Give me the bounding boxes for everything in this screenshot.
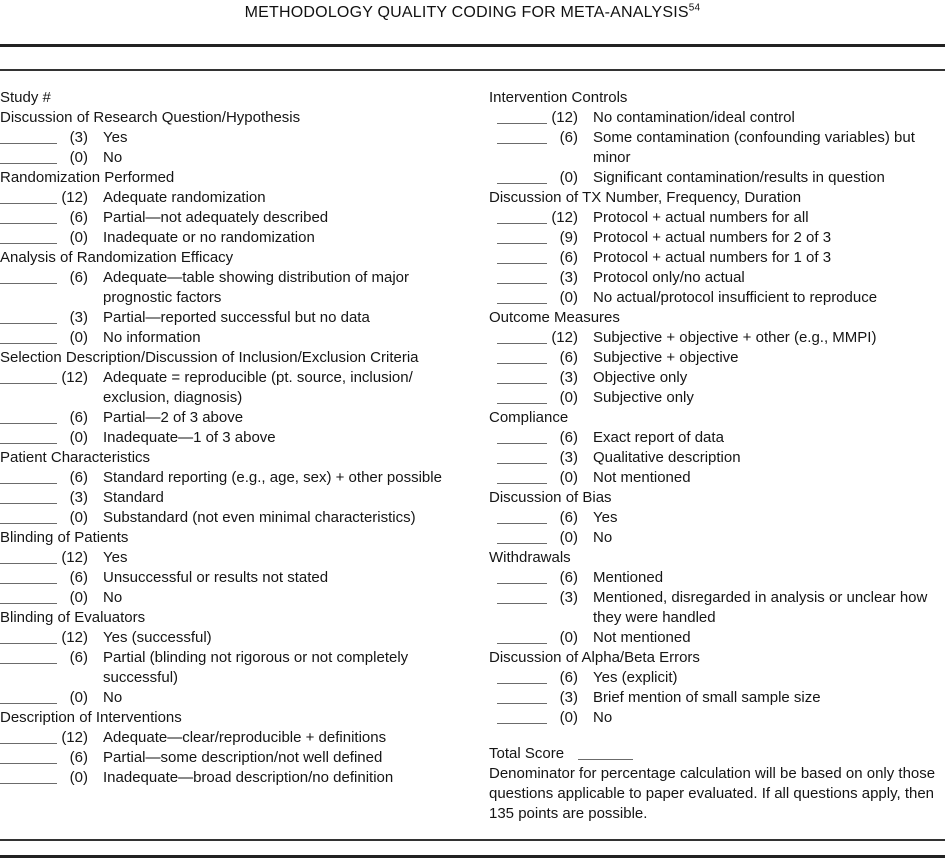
score-item-label: Inadequate—1 of 3 above	[103, 429, 276, 446]
score-item-row	[497, 388, 945, 408]
section-heading: Withdrawals	[489, 549, 571, 566]
section-heading: Analysis of Randomization Efficacy	[0, 249, 234, 266]
score-fill-in-blank	[0, 688, 57, 704]
score-fill-in-blank	[497, 628, 547, 644]
denominator-note: Denominator for percentage calculation will be based on only those questions applicable to paper evaluated. If all questions apply, then 135 points are possible.	[489, 765, 936, 822]
score-item-label: Standard	[103, 489, 164, 506]
form-section	[0, 88, 470, 108]
section-heading: Description of Interventions	[0, 709, 182, 726]
score-item-label: Protocol only/no actual	[593, 269, 745, 286]
section-heading: Selection Description/Discussion of Inclusion/Exclusion Criteria	[0, 349, 419, 366]
section-heading: Intervention Controls	[489, 89, 628, 106]
score-item-label: Inadequate or no randomization	[103, 229, 315, 246]
score-fill-in-blank	[0, 768, 57, 784]
score-item-row	[0, 548, 470, 568]
score-item-label: No	[593, 709, 613, 726]
score-item-row	[0, 148, 470, 168]
score-points-value: (6)	[559, 349, 578, 366]
score-item-label: Adequate—clear/reproducible + definitions	[103, 729, 387, 746]
score-fill-in-blank	[497, 108, 547, 124]
total-score-label: Total Score	[489, 745, 565, 762]
score-item-row	[0, 128, 470, 148]
score-points-value: (0)	[559, 629, 578, 646]
score-points-value: (6)	[69, 269, 88, 286]
score-fill-in-blank	[0, 468, 57, 484]
score-points-value: (3)	[559, 269, 578, 286]
score-fill-in-blank	[0, 628, 57, 644]
score-fill-in-blank	[497, 348, 547, 364]
score-fill-in-blank	[497, 448, 547, 464]
score-item-label: Objective only	[593, 369, 688, 386]
total-score-fill-in-blank	[578, 744, 633, 760]
form-section	[0, 248, 470, 348]
score-points-value: (3)	[69, 309, 88, 326]
score-item-row	[0, 328, 470, 348]
score-points-value: (6)	[69, 569, 88, 586]
score-points-value: (6)	[69, 649, 88, 666]
score-points-value: (3)	[559, 369, 578, 386]
score-points-value: (12)	[61, 549, 88, 566]
section-heading: Discussion of Research Question/Hypothesis	[0, 109, 301, 126]
score-points-value: (3)	[69, 129, 88, 146]
score-fill-in-blank	[0, 228, 57, 244]
score-points-value: (12)	[61, 189, 88, 206]
score-fill-in-blank	[0, 148, 57, 164]
score-fill-in-blank	[0, 748, 57, 764]
form-section	[0, 168, 470, 248]
score-item-label: Adequate—table showing distribution of major prognostic factors	[103, 269, 410, 306]
score-item-label: Brief mention of small sample size	[593, 689, 821, 706]
score-fill-in-blank	[497, 168, 547, 184]
score-fill-in-blank	[497, 428, 547, 444]
score-fill-in-blank	[0, 128, 57, 144]
top-rule-thin	[0, 69, 945, 71]
score-fill-in-blank	[497, 268, 547, 284]
score-points-value: (12)	[61, 729, 88, 746]
bottom-rule-thin	[0, 839, 945, 841]
score-points-value: (6)	[69, 209, 88, 226]
score-points-value: (3)	[559, 589, 578, 606]
score-item-row	[0, 568, 470, 588]
score-item-row	[0, 488, 470, 508]
score-points-value: (0)	[69, 329, 88, 346]
score-item-label: Yes	[103, 129, 128, 146]
score-fill-in-blank	[497, 688, 547, 704]
score-item-row	[497, 268, 945, 288]
score-item-row	[497, 328, 945, 348]
score-item-label: Protocol + actual numbers for 2 of 3	[593, 229, 832, 246]
score-item-row	[497, 528, 945, 548]
score-item-label: No	[103, 589, 123, 606]
form-section	[0, 108, 470, 168]
score-item-label: Qualitative description	[593, 449, 741, 466]
score-item-label: Partial—some description/not well defined	[103, 749, 383, 766]
score-points-value: (6)	[69, 409, 88, 426]
top-rule-thick	[0, 44, 945, 47]
score-item-label: Adequate = reproducible (pt. source, inclusion/​exclusion, diagnosis)	[103, 369, 413, 406]
score-item-row	[497, 128, 945, 168]
score-item-row	[0, 268, 470, 308]
score-fill-in-blank	[0, 308, 57, 324]
score-item-label: Standard reporting (e.g., age, sex) + other possible	[103, 469, 442, 486]
score-item-label: No contamination/ideal control	[593, 109, 795, 126]
score-item-label: Not mentioned	[593, 469, 691, 486]
score-points-value: (0)	[69, 589, 88, 606]
score-fill-in-blank	[0, 408, 57, 424]
score-points-value: (6)	[69, 749, 88, 766]
score-fill-in-blank	[0, 268, 57, 284]
score-item-label: Partial—2 of 3 above	[103, 409, 244, 426]
score-points-value: (12)	[551, 329, 578, 346]
score-item-label: Yes	[593, 509, 618, 526]
score-item-label: Some contamination (confounding variables) but minor	[593, 129, 915, 166]
score-fill-in-blank	[497, 588, 547, 604]
score-item-row	[0, 768, 470, 788]
score-item-label: Subjective only	[593, 389, 694, 406]
score-fill-in-blank	[497, 228, 547, 244]
score-fill-in-blank	[0, 508, 57, 524]
score-item-row	[0, 408, 470, 428]
score-points-value: (6)	[559, 249, 578, 266]
form-section	[489, 308, 945, 408]
score-fill-in-blank	[497, 128, 547, 144]
score-item-label: Yes	[103, 549, 128, 566]
score-points-value: (0)	[559, 169, 578, 186]
score-item-label: Exact report of data	[593, 429, 724, 446]
score-item-row	[0, 728, 470, 748]
score-item-row	[0, 428, 470, 448]
score-item-row	[0, 748, 470, 768]
score-item-row	[497, 448, 945, 468]
score-item-row	[497, 568, 945, 588]
score-item-row	[497, 588, 945, 628]
score-points-value: (0)	[559, 529, 578, 546]
score-fill-in-blank	[497, 568, 547, 584]
score-fill-in-blank	[497, 248, 547, 264]
score-item-row	[497, 288, 945, 308]
score-item-row	[0, 628, 470, 648]
form-section	[0, 528, 470, 608]
score-item-row	[0, 368, 470, 408]
form-section	[489, 648, 945, 728]
total-score-row	[489, 744, 945, 764]
score-points-value: (3)	[559, 449, 578, 466]
score-item-row	[497, 168, 945, 188]
score-item-label: Partial—not adequately described	[103, 209, 329, 226]
score-item-label: Protocol + actual numbers for 1 of 3	[593, 249, 832, 266]
score-item-row	[0, 688, 470, 708]
score-item-label: Substandard (not even minimal characteristics)	[103, 509, 416, 526]
score-fill-in-blank	[497, 388, 547, 404]
page-title-footnote-reference: 54	[688, 2, 701, 14]
score-points-value: (0)	[69, 149, 88, 166]
form-section	[489, 408, 945, 488]
form-section	[0, 708, 470, 788]
score-item-row	[497, 468, 945, 488]
score-item-label: No	[103, 689, 123, 706]
score-item-label: No information	[103, 329, 201, 346]
form-column-left	[0, 88, 470, 788]
form-section	[0, 348, 470, 448]
score-item-row	[497, 708, 945, 728]
score-fill-in-blank	[0, 188, 57, 204]
score-fill-in-blank	[0, 568, 57, 584]
score-item-label: Mentioned, disregarded in analysis or unclear how they were handled	[593, 589, 928, 626]
score-points-value: (0)	[559, 389, 578, 406]
score-item-label: Significant contamination/results in question	[593, 169, 885, 186]
score-item-row	[0, 468, 470, 488]
score-item-row	[0, 648, 470, 688]
form-section	[0, 608, 470, 708]
form-section	[489, 548, 945, 648]
score-fill-in-blank	[0, 548, 57, 564]
score-item-row	[497, 248, 945, 268]
score-fill-in-blank	[497, 288, 547, 304]
score-fill-in-blank	[0, 728, 57, 744]
score-item-row	[497, 668, 945, 688]
score-item-row	[0, 588, 470, 608]
score-points-value: (0)	[69, 229, 88, 246]
score-item-label: Subjective + objective	[593, 349, 739, 366]
score-fill-in-blank	[497, 368, 547, 384]
score-points-value: (3)	[559, 689, 578, 706]
score-points-value: (0)	[559, 709, 578, 726]
score-item-row	[497, 368, 945, 388]
score-points-value: (0)	[69, 509, 88, 526]
score-item-label: No	[593, 529, 613, 546]
bottom-rule-thick	[0, 855, 945, 858]
form-section	[0, 448, 470, 528]
form-body	[0, 88, 945, 824]
section-heading: Discussion of TX Number, Frequency, Duration	[489, 189, 802, 206]
score-points-value: (6)	[559, 429, 578, 446]
section-heading: Study #	[0, 89, 51, 106]
score-item-label: Adequate randomization	[103, 189, 266, 206]
score-item-label: Not mentioned	[593, 629, 691, 646]
form-section	[489, 488, 945, 548]
score-fill-in-blank	[0, 428, 57, 444]
score-item-label: Yes (explicit)	[593, 669, 678, 686]
score-points-value: (12)	[551, 109, 578, 126]
form-section	[489, 188, 945, 308]
score-fill-in-blank	[497, 668, 547, 684]
score-item-row	[497, 348, 945, 368]
section-heading: Patient Characteristics	[0, 449, 151, 466]
score-fill-in-blank	[0, 588, 57, 604]
score-fill-in-blank	[0, 488, 57, 504]
score-item-label: Partial (blinding not rigorous or not completely successful)	[103, 649, 409, 686]
section-heading: Randomization Performed	[0, 169, 175, 186]
score-points-value: (0)	[69, 429, 88, 446]
score-item-row	[497, 228, 945, 248]
score-item-row	[0, 508, 470, 528]
score-item-row	[497, 208, 945, 228]
section-heading: Compliance	[489, 409, 569, 426]
score-points-value: (6)	[559, 509, 578, 526]
score-points-value: (6)	[559, 129, 578, 146]
score-item-label: Inadequate—broad description/no definition	[103, 769, 394, 786]
score-points-value: (6)	[69, 469, 88, 486]
score-item-row	[497, 688, 945, 708]
score-item-label: Yes (successful)	[103, 629, 212, 646]
score-points-value: (12)	[61, 629, 88, 646]
section-heading: Blinding of Evaluators	[0, 609, 146, 626]
section-heading: Blinding of Patients	[0, 529, 129, 546]
score-points-value: (0)	[559, 469, 578, 486]
score-item-label: Protocol + actual numbers for all	[593, 209, 809, 226]
form-section	[489, 88, 945, 188]
summary-block	[489, 744, 945, 824]
score-fill-in-blank	[497, 528, 547, 544]
score-points-value: (12)	[551, 209, 578, 226]
section-heading: Discussion of Alpha/Beta Errors	[489, 649, 700, 666]
score-fill-in-blank	[497, 208, 547, 224]
score-fill-in-blank	[0, 368, 57, 384]
score-item-label: Partial—reported successful but no data	[103, 309, 370, 326]
score-points-value: (0)	[69, 689, 88, 706]
score-item-label: No	[103, 149, 123, 166]
page-title-text: METHODOLOGY QUALITY CODING FOR META-ANALYSIS	[244, 4, 689, 21]
score-item-row	[497, 428, 945, 448]
score-fill-in-blank	[497, 508, 547, 524]
score-item-row	[0, 188, 470, 208]
form-column-right	[489, 88, 945, 824]
score-points-value: (6)	[559, 669, 578, 686]
score-fill-in-blank	[497, 708, 547, 724]
score-item-row	[497, 508, 945, 528]
score-points-value: (12)	[61, 369, 88, 386]
score-fill-in-blank	[497, 468, 547, 484]
score-points-value: (0)	[559, 289, 578, 306]
section-heading: Discussion of Bias	[489, 489, 612, 506]
score-item-row	[497, 108, 945, 128]
score-fill-in-blank	[497, 328, 547, 344]
page-title	[0, 3, 945, 23]
score-item-label: Unsuccessful or results not stated	[103, 569, 329, 586]
score-item-row	[0, 228, 470, 248]
score-item-label: Subjective + objective + other (e.g., MMPI)	[593, 329, 877, 346]
score-item-label: No actual/protocol insufficient to reproduce	[593, 289, 878, 306]
section-heading: Outcome Measures	[489, 309, 620, 326]
score-points-value: (9)	[559, 229, 578, 246]
score-fill-in-blank	[0, 208, 57, 224]
score-item-label: Mentioned	[593, 569, 664, 586]
score-item-row	[0, 208, 470, 228]
score-item-row	[0, 308, 470, 328]
score-points-value: (0)	[69, 769, 88, 786]
score-points-value: (6)	[559, 569, 578, 586]
score-fill-in-blank	[0, 648, 57, 664]
score-fill-in-blank	[0, 328, 57, 344]
score-points-value: (3)	[69, 489, 88, 506]
score-item-row	[497, 628, 945, 648]
